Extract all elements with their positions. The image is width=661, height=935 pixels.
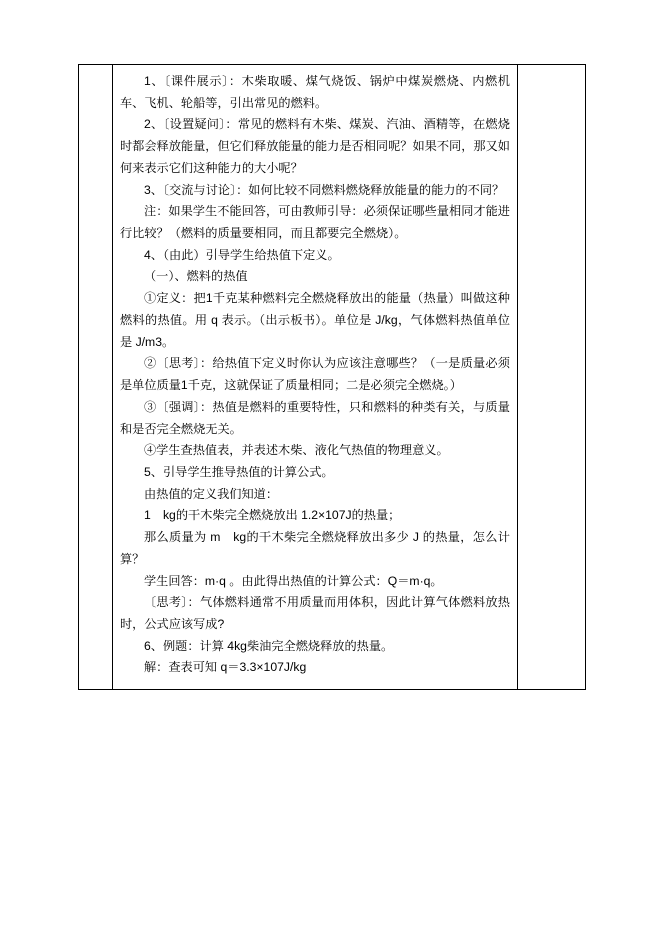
paragraph-15: 学生回答：m·q 。由此得出热值的计算公式：Q＝m·q。 bbox=[144, 573, 443, 588]
paragraph-3: 3、〔交流与讨论〕：如何比较不同燃料燃烧释放能量的能力的不同？ bbox=[144, 182, 505, 197]
paragraph-6: （一）、燃料的热值 bbox=[144, 269, 248, 284]
paragraph-9: ③〔强调〕：热值是燃料的重要特性，只和燃料的种类有关，与质量和是否完全燃烧无关。 bbox=[120, 399, 510, 436]
table-cell-main bbox=[113, 65, 518, 690]
lesson-plan-table bbox=[78, 64, 586, 690]
table-cell-right bbox=[518, 65, 586, 690]
paragraph-18: 解：查表可知 q＝3.3×107J/kg bbox=[144, 660, 307, 675]
paragraph-8: ②〔思考〕：给热值下定义时你认为应该注意哪些？（一是质量必须是单位质量1千克，这就保证了质量相同；二是必须完全燃烧。） bbox=[120, 356, 510, 393]
paragraph-17: 6、例题：计算 4kg柴油完全燃烧释放的热量。 bbox=[144, 638, 394, 653]
paragraph-12: 由热值的定义我们知道： bbox=[144, 486, 279, 501]
left-column-content bbox=[79, 65, 112, 81]
table-row bbox=[79, 65, 586, 690]
paragraph-4: 注：如果学生不能回答，可由教师引导：必须保证哪些量相同才能进行比较？（燃料的质量要相同，而且都要完全燃烧）。 bbox=[120, 204, 510, 241]
paragraph-14: 那么质量为 m kg的干木柴完全燃烧释放出多少 J 的热量，怎么计算？ bbox=[120, 530, 510, 566]
paragraph-7: ①定义：把1千克某种燃料完全燃烧释放出的能量（热量）叫做这种燃料的热值。用 q 表示。（出示板书）。单位是 J/kg，气体燃料热值单位是 J/m3。 bbox=[120, 291, 510, 349]
paragraph-2: 2、〔设置疑问〕：常见的燃料有木柴、煤炭、汽油、酒精等，在燃烧时都会释放能量，但它们释放能量的能力是否相同呢？如果不同，那又如何来表示它们这种能力的大小呢？ bbox=[120, 117, 510, 175]
paragraph-1: 1、〔课件展示〕：木柴取暖、煤气烧饭、锅炉中煤炭燃烧、内燃机车、飞机、轮船等，引出常见的燃料。 bbox=[120, 74, 510, 110]
paragraph-13: 1 kg的干木柴完全燃烧放出 1.2×107J的热量； bbox=[144, 508, 401, 523]
table-cell-left bbox=[79, 65, 113, 690]
paragraph-11: 5、引导学生推导热值的计算公式。 bbox=[144, 464, 334, 479]
paragraph-5: 4、（由此）引导学生给热值下定义。 bbox=[144, 247, 340, 262]
main-column-content bbox=[113, 65, 517, 689]
paragraph-16: 〔思考〕：气体燃料通常不用质量而用体积，因此计算气体燃料放热时，公式应该写成? bbox=[120, 595, 510, 631]
paragraph-10: ④学生查热值表，并表述木柴、液化气热值的物理意义。 bbox=[144, 443, 449, 458]
right-column-content bbox=[518, 65, 585, 81]
